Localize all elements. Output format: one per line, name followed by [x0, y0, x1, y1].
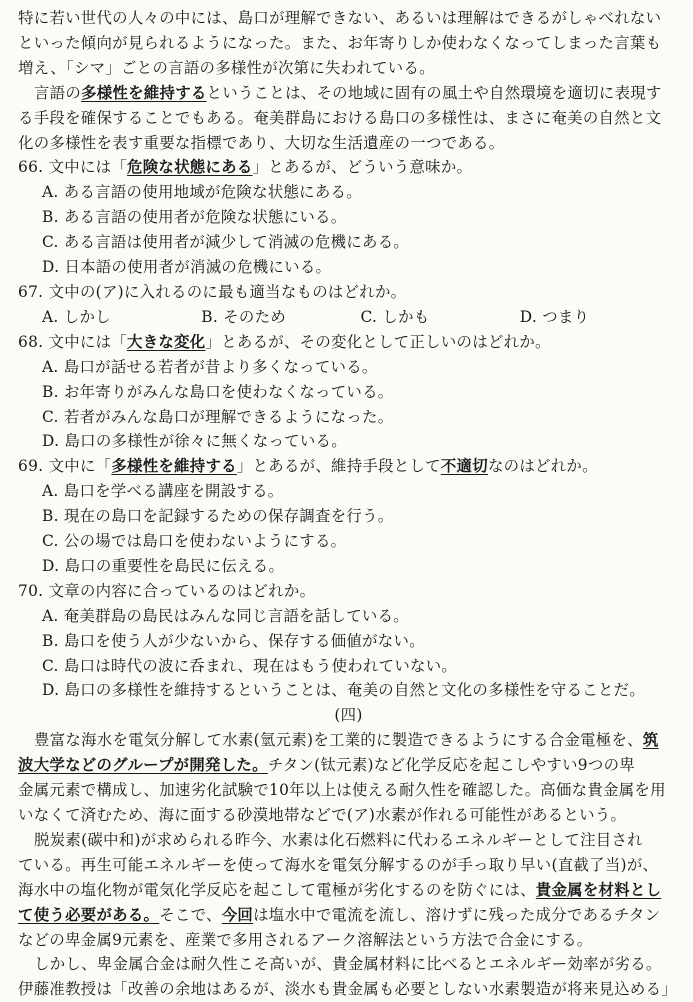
text-line: 脱炭素(碳中和)が求められる昨今、水素は化石燃料に代わるエネルギーとして注目され: [34, 830, 643, 849]
text-line: などの卑金属9元素を、産業で多用されるアーク溶解法という方法で合金にする。: [18, 930, 593, 949]
question-67: [18, 280, 679, 330]
option-d: D. 島口の多様性が徐々に無くなっている。: [42, 432, 347, 451]
option-b: B. お年寄りがみんな島口を使わなくなっている。: [42, 382, 394, 401]
question-66: [18, 155, 679, 280]
underlined-phrase: 多様性を維持する: [81, 83, 207, 102]
text-line: といった傾向が見られるようになった。また、お年寄りしか使わなくなってしまった言葉も: [18, 33, 662, 52]
text-line: [18, 903, 679, 928]
question-stem: 70. 文章の内容に合っているのはどれか。: [18, 581, 316, 600]
underlined-phrase: て使う必要がある。: [18, 905, 160, 924]
text-line: る手段を確保することでもある。奄美群島における島口の多様性は、まさに奄美の自然と文: [18, 108, 662, 127]
text-line: しかし、卑金属合金は耐久性こそ高いが、貴金属材料に比べるとエネルギー効率が劣る。: [34, 955, 662, 974]
text-span: 言語の: [34, 83, 82, 102]
text-line: [18, 81, 679, 106]
text-line: ている。再生可能エネルギーを使って海水を電気分解するのが手っ取り早い(直截了当)が、: [18, 855, 659, 874]
text-span: 」とあるが、その変化として正しいのはどれか。: [205, 332, 551, 351]
text-span: 海水中の塩化物が電気化学反応を起こして電極が劣化するのを防ぐには、: [18, 880, 536, 899]
option-a: A. しかし: [42, 307, 111, 326]
text-span: なのはどれか。: [487, 457, 598, 476]
section4-paragraph-2: [18, 828, 679, 953]
emphasized-word: 不適切: [440, 457, 488, 476]
option-c: C. 若者がみんな島口が理解できるようになった。: [42, 407, 394, 426]
text-span: は塩水中で電流を流し、溶けずに残った成分であるチタン: [253, 905, 661, 924]
section4-paragraph-1: [18, 728, 679, 828]
underlined-phrase: 貴金属を材料とし: [535, 880, 662, 899]
text-span: 豊富な海水を電気分解して水素(氫元素)を工業的に製造できるようにする合金電極を、: [34, 731, 643, 750]
option-d: D. 島口の重要性を島民に伝える。: [42, 556, 285, 575]
text-line: [18, 753, 679, 778]
passage-paragraph-2: [18, 81, 679, 156]
text-line: 金属元素で構成し、加速劣化試験で10年以上は使える耐久性を確認した。高価な貴金属を用: [18, 781, 666, 800]
section4-paragraph-3: [18, 952, 679, 1002]
option-c: C. しかも: [360, 307, 430, 326]
underlined-phrase: 危険な状態にある: [127, 158, 253, 177]
underlined-phrase: 大きな変化: [127, 332, 206, 351]
text-line: [18, 728, 679, 753]
option-c: C. 島口は時代の波に呑まれ、現在はもう使われていない。: [42, 656, 458, 675]
text-span: チタン(钛元素)など化学反応を起こしやすい9つの卑: [267, 756, 635, 775]
text-line: 伊藤准教授は「改善の余地はあるが、淡水も貴金属も必要としない水素製造が将来見込める」: [18, 980, 678, 999]
option-d: D. 島口の多様性を維持するということは、奄美の自然と文化の多様性を守ることだ。: [42, 681, 646, 700]
text-line: 化の多様性を表す重要な指標であり、大切な生活遺産の一つである。: [18, 133, 505, 152]
question-stem: [18, 330, 679, 355]
text-line: いなくて済むため、海に面する砂漠地帯などで(ア)水素が作れる可能性があるという。: [18, 806, 627, 824]
text-span: 66. 文中には「: [18, 158, 128, 177]
option-b: B. 島口を使う人が少ないから、保存する価値がない。: [42, 631, 425, 650]
question-70: [18, 579, 679, 704]
text-span: 68. 文中には「: [18, 332, 128, 351]
option-d: D. 日本語の使用者が消滅の危機にいる。: [42, 258, 332, 277]
question-68: [18, 330, 679, 455]
text-span: 」とあるが、どういう意味か。: [252, 158, 473, 177]
text-line: 特に若い世代の人々の中には、島口が理解できない、あるいは理解はできるがしゃべれない: [18, 9, 662, 27]
option-c: C. ある言語は使用者が減少して消滅の危機にある。: [42, 233, 410, 252]
text-span: ということは、その地域に固有の風土や自然環境を適切に表現す: [206, 83, 662, 102]
option-b: B. そのため: [201, 307, 287, 326]
underlined-phrase: 波大学などのグループが開発した。: [18, 756, 268, 775]
option-a: A. 島口が話せる若者が昔より多くなっている。: [42, 357, 378, 376]
text-span: そこで、: [159, 905, 222, 924]
underlined-phrase: 筑: [642, 731, 659, 750]
question-stem: [18, 454, 679, 479]
option-a: A. ある言語の使用地域が危険な状態にある。: [42, 183, 362, 202]
section-heading: (四): [334, 706, 363, 725]
option-b: B. 現在の島口を記録するための保存調査を行う。: [42, 507, 394, 526]
underlined-phrase: 多様性を維持する: [111, 457, 237, 476]
passage-paragraph-1: [18, 6, 679, 81]
options-row: [18, 305, 679, 330]
option-b: B. ある言語の使用者が危険な状態にいる。: [42, 208, 347, 227]
question-stem: [18, 155, 679, 180]
text-span: 69. 文中に「: [18, 457, 112, 476]
option-a: A. 島口を学べる講座を開設する。: [42, 482, 284, 501]
option-c: C. 公の場では島口を使わないようにする。: [42, 532, 347, 551]
text-line: [18, 878, 679, 903]
option-a: A. 奄美群島の島民はみんな同じ言語を話している。: [42, 606, 409, 625]
emphasized-word: 今回: [221, 905, 254, 924]
option-d: D. つまり: [519, 307, 590, 326]
question-stem: 67. 文中の(ア)に入れるのに最も適当なものはどれか。: [18, 282, 407, 301]
text-span: 」とあるが、維持手段として: [236, 457, 441, 476]
text-line: 増え、「シマ」ごとの言語の多様性が次第に失われている。: [18, 58, 435, 77]
question-69: [18, 454, 679, 579]
